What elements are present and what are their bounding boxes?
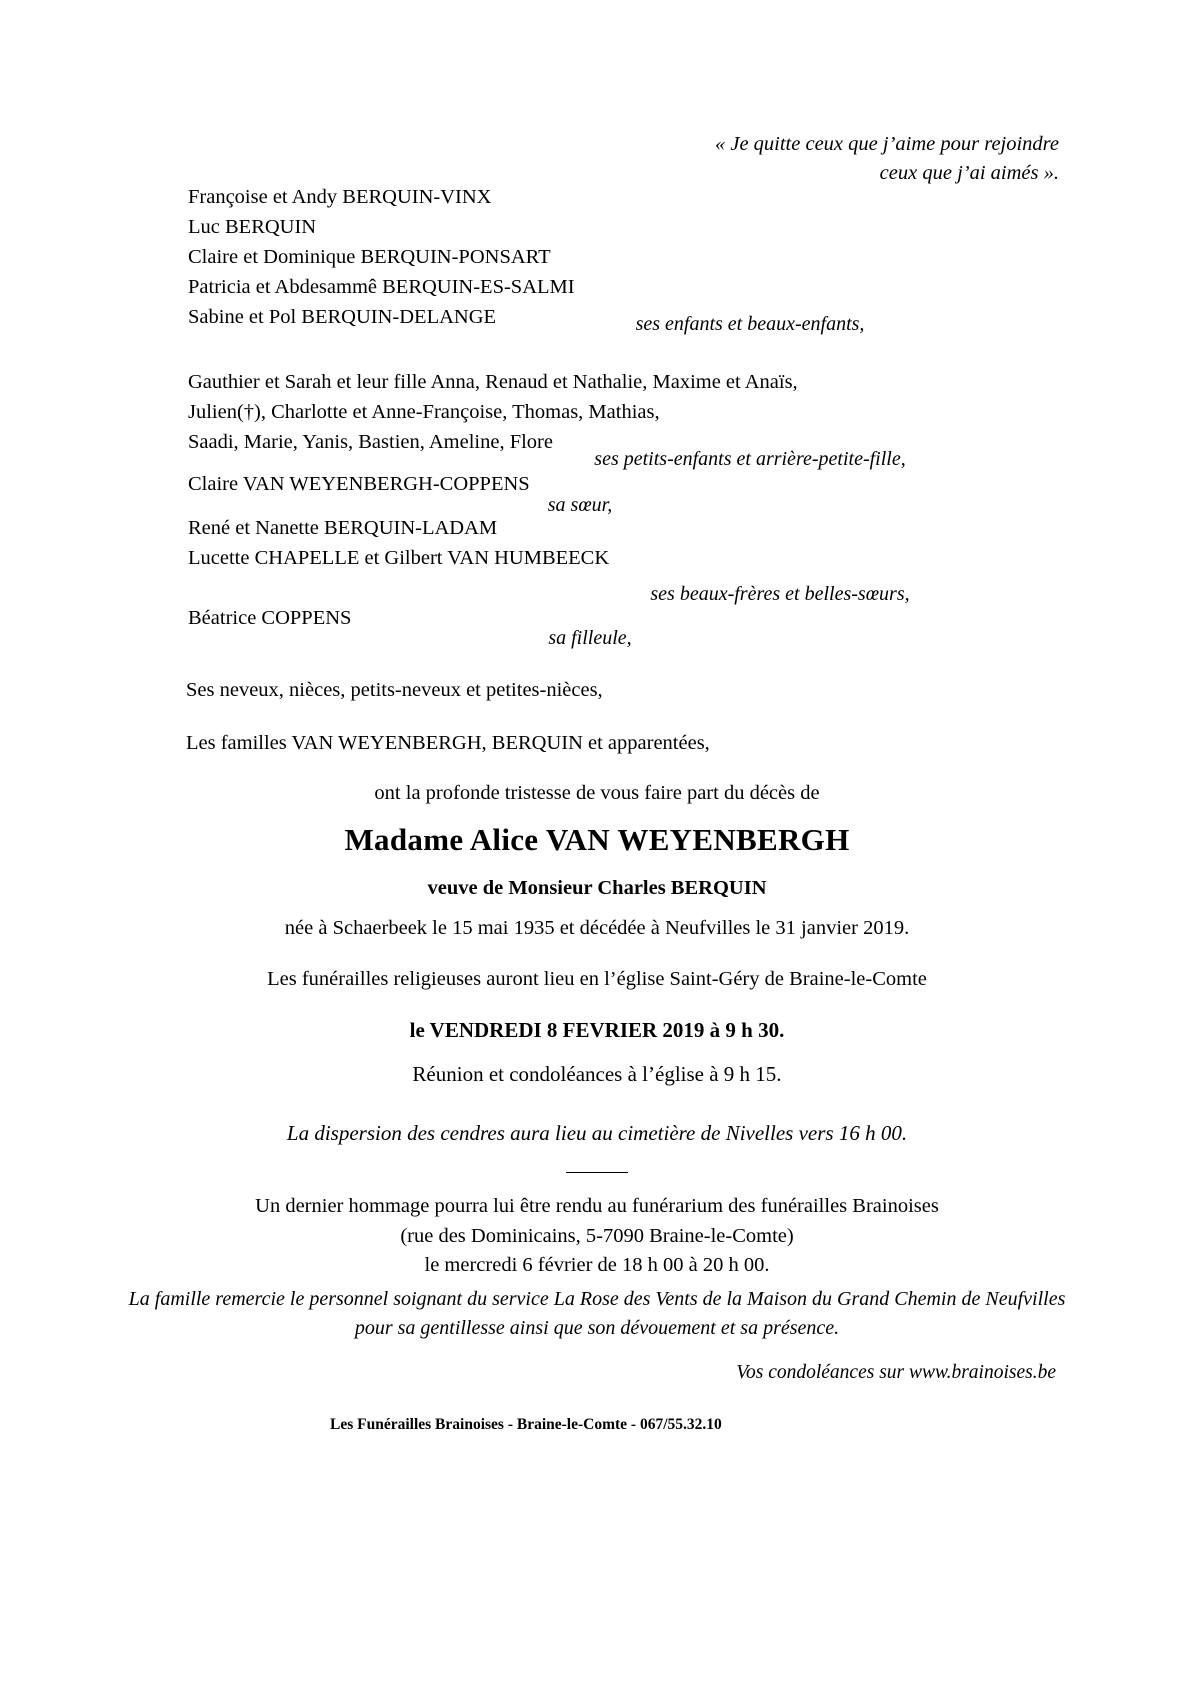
role-grandchildren: ses petits-enfants et arrière-petite-fille,: [594, 448, 906, 470]
role-goddaughter: sa filleule,: [548, 627, 632, 649]
families-line: Les familles VAN WEYENBERGH, BERQUIN et apparentées,: [186, 732, 710, 754]
epigraph-line-1: « Je quitte ceux que j’aime pour rejoindre: [714, 133, 1059, 155]
thanks-block: [0, 1285, 1194, 1343]
role-inlaws: ses beaux-frères et belles-sœurs,: [650, 583, 910, 605]
list-item: René et Nanette BERQUIN-LADAM: [188, 517, 498, 539]
thanks-line-1: La famille remercie le personnel soignant du service La Rose des Vents de la Maison du Grand Chemin de Neufvilles: [128, 1288, 1066, 1310]
role-children: ses enfants et beaux-enfants,: [635, 313, 865, 335]
grandchildren-list: [188, 368, 1058, 458]
epigraph: [439, 130, 1059, 188]
epigraph-line-2: ceux que j’ai aimés ».: [879, 162, 1059, 185]
list-item: Patricia et Abdesammê BERQUIN-ES-SALMI: [188, 275, 575, 298]
funeral-place-line: Les funérailles religieuses auront lieu en l’église Saint-Géry de Braine-le-Comte: [267, 968, 927, 990]
birth-death-line: née à Schaerbeek le 15 mai 1935 et décédée à Neufvilles le 31 janvier 2019.: [284, 917, 910, 939]
thanks-line-2: pour sa gentillesse ainsi que son dévouement et sa présence.: [354, 1317, 840, 1339]
tribute-line-1: Un dernier hommage pourra lui être rendu au funérarium des funérailles Brainoises: [255, 1195, 939, 1217]
section-divider: [566, 1172, 628, 1173]
funeral-date-line: le VENDREDI 8 FEVRIER 2019 à 9 h 30.: [409, 1018, 785, 1042]
list-item: Luc BERQUIN: [188, 215, 317, 238]
list-item: Lucette CHAPELLE et Gilbert VAN HUMBEECK: [188, 546, 610, 569]
goddaughter-name: Béatrice COPPENS: [188, 607, 352, 629]
nephews-line: Ses neveux, nièces, petits-neveux et petites-nièces,: [186, 679, 603, 701]
dispersion-line: La dispersion des cendres aura lieu au cimetière de Nivelles vers 16 h 00.: [286, 1121, 908, 1145]
reunion-line: Réunion et condoléances à l’église à 9 h 15.: [412, 1062, 782, 1086]
list-item: Gauthier et Sarah et leur fille Anna, Renaud et Nathalie, Maxime et Anaïs,: [188, 371, 798, 393]
sister-name: Claire VAN WEYENBERGH-COPPENS: [188, 473, 530, 495]
list-item: Saadi, Marie, Yanis, Bastien, Ameline, Flore: [188, 430, 553, 453]
children-list: [188, 183, 1008, 333]
widow-of-line: veuve de Monsieur Charles BERQUIN: [427, 877, 767, 899]
tribute-line-2: (rue des Dominicains, 5-7090 Braine-le-Comte): [400, 1224, 794, 1247]
tribute-block: [0, 1192, 1194, 1281]
deceased-name: Madame Alice VAN WEYENBERGH: [344, 822, 850, 857]
list-item: Claire et Dominique BERQUIN-PONSART: [188, 245, 551, 268]
announcement-line: ont la profonde tristesse de vous faire part du décès de: [374, 782, 820, 804]
funeral-home-footer: Les Funérailles Brainoises - Braine-le-Comte - 067/55.32.10: [330, 1416, 722, 1433]
tribute-line-3: le mercredi 6 février de 18 h 00 à 20 h 00.: [424, 1254, 770, 1277]
role-sister: sa sœur,: [547, 494, 613, 516]
condolences-website: Vos condoléances sur www.brainoises.be: [736, 1362, 1056, 1383]
inlaws-list: [188, 514, 609, 574]
list-item: Sabine et Pol BERQUIN-DELANGE: [188, 305, 497, 328]
list-item: Françoise et Andy BERQUIN-VINX: [188, 186, 492, 208]
list-item: Julien(†), Charlotte et Anne-Françoise, Thomas, Mathias,: [188, 400, 660, 423]
